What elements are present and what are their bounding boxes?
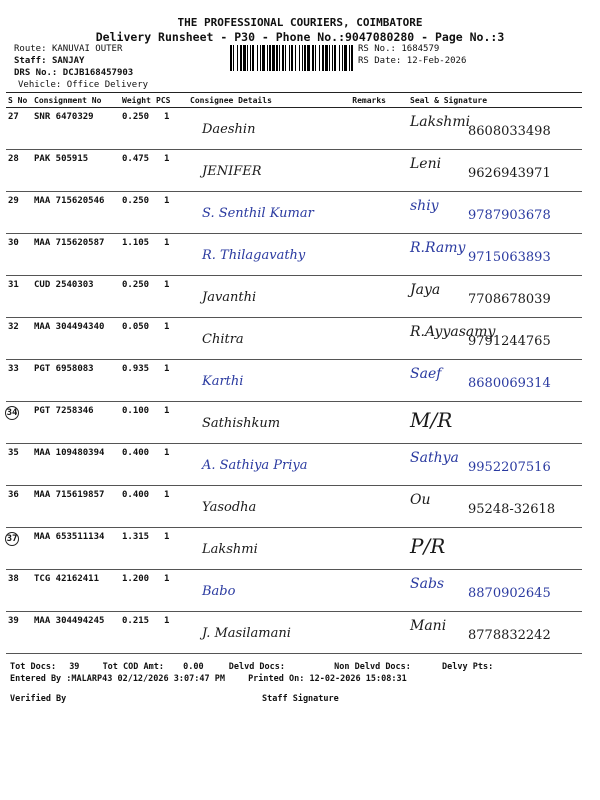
consignee-handwritten-name: Babo [202,584,236,599]
signature-mark: shiy [410,198,439,214]
cell-seal [388,108,582,150]
table-row [6,402,582,444]
cell-weight: 1.105 [120,234,154,276]
cell-seal [388,318,582,360]
cell-consignee [188,402,338,444]
consignee-handwritten-name: Sathishkum [202,416,281,431]
cell-pcs: 1 [154,486,188,528]
cell-consignee [188,360,338,402]
cell-sno: 33 [6,360,32,402]
cell-consignment: CUD 2540303 [32,276,120,318]
handwritten-phone: 8608033498 [468,124,551,139]
signature-mark: Sabs [410,576,445,592]
cell-sno: 31 [6,276,32,318]
col-consignment: Consignment No [32,93,120,108]
signature-mark: Mani [410,618,447,634]
consignee-handwritten-name: Yasodha [202,500,257,515]
table-row [6,360,582,402]
cell-seal [388,612,582,654]
tot-docs-value: 39 [69,662,80,672]
table-row [6,486,582,528]
cell-consignment: MAA 653511134 [32,528,120,570]
vehicle-label: Vehicle: [18,80,62,90]
cell-seal [388,486,582,528]
handwritten-phone: 8778832242 [468,628,551,643]
signature-mark: M/R [410,408,453,432]
cell-remarks [338,612,388,654]
cell-consignment: MAA 715620587 [32,234,120,276]
vehicle-value: Office Delivery [66,80,149,90]
signature-mark: Leni [410,156,442,172]
cell-consignee [188,570,338,612]
cell-consignee [188,486,338,528]
totals-line [10,662,493,672]
cell-sno: 36 [6,486,32,528]
cell-seal [388,150,582,192]
consignee-handwritten-name: Daeshin [202,122,256,137]
cell-weight: 0.400 [120,444,154,486]
consignee-handwritten-name: S. Senthil Kumar [202,206,314,221]
consignee-handwritten-name: J. Masilamani [202,626,291,641]
cell-remarks [338,150,388,192]
signature-mark: Saef [410,366,442,382]
handwritten-phone: 7708678039 [468,292,551,307]
cell-pcs: 1 [154,108,188,150]
cell-remarks [338,486,388,528]
cell-sno: 35 [6,444,32,486]
cell-weight: 0.250 [120,192,154,234]
cell-consignee [188,612,338,654]
cell-consignment: MAA 109480394 [32,444,120,486]
cell-consignment: PGT 6958083 [32,360,120,402]
staff-value: SANJAY [51,56,85,66]
cell-consignment: TCG 42162411 [32,570,120,612]
table-row [6,570,582,612]
cell-sno: 38 [6,570,32,612]
consignee-handwritten-name: Karthi [202,374,244,389]
delvy-pts-label: Delvy Pts: [442,662,494,672]
cell-sno: 39 [6,612,32,654]
route-value: KANUVAI OUTER [51,44,123,54]
handwritten-phone: 9787903678 [468,208,551,223]
col-remarks: Remarks [338,93,388,108]
cell-seal [388,234,582,276]
col-pcs: PCS [154,93,188,108]
rs-no-label: RS No.: [358,44,396,54]
cell-remarks [338,528,388,570]
cell-pcs: 1 [154,528,188,570]
cell-pcs: 1 [154,318,188,360]
cell-remarks [338,276,388,318]
consignee-handwritten-name: JENIFER [202,164,262,179]
cell-consignment: MAA 715619857 [32,486,120,528]
cell-weight: 1.315 [120,528,154,570]
signature-mark: Lakshmi [410,114,471,130]
cell-consignment: PAK 505915 [32,150,120,192]
consignee-handwritten-name: Chitra [202,332,244,347]
cell-seal [388,528,582,570]
cell-weight: 0.250 [120,276,154,318]
table-row [6,276,582,318]
cell-pcs: 1 [154,402,188,444]
cell-weight: 0.935 [120,360,154,402]
cell-seal [388,444,582,486]
signature-mark: Ou [410,492,431,508]
handwritten-phone: 9952207516 [468,460,551,475]
cell-pcs: 1 [154,444,188,486]
table-row [6,192,582,234]
cell-pcs: 1 [154,150,188,192]
cell-remarks [338,318,388,360]
cell-remarks [338,234,388,276]
col-weight: Weight [120,93,154,108]
signature-mark: Jaya [410,282,441,298]
cell-sno: 30 [6,234,32,276]
table-row [6,444,582,486]
cell-remarks [338,402,388,444]
drs-label: DRS No.: [14,68,58,78]
rs-no-line [358,44,439,54]
cell-seal [388,570,582,612]
runsheet-table [6,92,582,654]
cell-seal [388,402,582,444]
cell-consignment: SNR 6470329 [32,108,120,150]
signature-mark: R.Ramy [410,240,466,256]
cell-weight: 0.250 [120,108,154,150]
table-header-row [6,93,582,108]
cell-weight: 0.100 [120,402,154,444]
cell-consignment: MAA 304494340 [32,318,120,360]
cell-weight: 0.475 [120,150,154,192]
verified-by-label: Verified By [10,694,67,704]
staff-signature-label: Staff Signature [262,694,339,704]
cell-consignee [188,108,338,150]
cell-pcs: 1 [154,570,188,612]
col-consignee: Consignee Details [188,93,338,108]
drs-value: DCJB168457903 [62,68,134,78]
signature-mark: R.Ayyasamy [410,324,496,340]
col-sno: S No [6,93,32,108]
table-row [6,234,582,276]
cell-consignee [188,444,338,486]
cell-pcs: 1 [154,276,188,318]
cell-consignee [188,528,338,570]
cell-remarks [338,192,388,234]
handwritten-phone: 8870902645 [468,586,551,601]
signature-mark: Sathya [410,450,459,466]
cell-sno: 32 [6,318,32,360]
delvd-docs-label: Delvd Docs: [228,662,286,672]
staff-line [14,56,84,66]
cell-consignee [188,150,338,192]
printed-on: Printed On: 12-02-2026 15:08:31 [248,674,407,684]
tot-cod-label: Tot COD Amt: [102,662,164,672]
rs-no-value: 1684579 [401,44,440,54]
tot-cod-value: 0.00 [183,662,204,672]
cell-sno: 29 [6,192,32,234]
entered-line [10,674,407,684]
cell-remarks [338,444,388,486]
cell-sno [6,402,32,444]
barcode-image [230,45,354,71]
cell-consignment: MAA 304494245 [32,612,120,654]
handwritten-phone: 95248-32618 [468,502,556,517]
cell-consignee [188,276,338,318]
handwritten-phone: 9791244765 [468,334,551,349]
cell-weight: 0.400 [120,486,154,528]
cell-pcs: 1 [154,234,188,276]
drs-line [14,68,133,78]
route-line [14,44,122,54]
cell-pcs: 1 [154,360,188,402]
cell-consignee [188,318,338,360]
entered-by: Entered By :MALARP43 02/12/2026 3:07:47 PM [10,674,225,684]
cell-weight: 0.215 [120,612,154,654]
non-delvd-label: Non Delvd Docs: [334,662,411,672]
table-row [6,108,582,150]
cell-pcs: 1 [154,192,188,234]
cell-consignment: MAA 715620546 [32,192,120,234]
cell-pcs: 1 [154,612,188,654]
cell-remarks [338,108,388,150]
table-row [6,612,582,654]
rs-date-value: 12-Feb-2026 [406,56,467,66]
handwritten-phone: 9715063893 [468,250,551,265]
cell-weight: 1.200 [120,570,154,612]
consignee-handwritten-name: Lakshmi [202,542,258,557]
cell-sno [6,528,32,570]
cell-consignment: PGT 7258346 [32,402,120,444]
cell-remarks [338,570,388,612]
consignee-handwritten-name: R. Thilagavathy [202,248,306,263]
col-seal: Seal & Signature [388,93,582,108]
staff-label: Staff: [14,56,47,66]
tot-docs-label: Tot Docs: [10,662,57,672]
table-row [6,318,582,360]
cell-seal [388,192,582,234]
table-row [6,150,582,192]
cell-remarks [338,360,388,402]
cell-consignee [188,192,338,234]
route-label: Route: [14,44,47,54]
handwritten-phone: 9626943971 [468,166,551,181]
circled-sno: 34 [6,408,18,418]
cell-weight: 0.050 [120,318,154,360]
table-row [6,528,582,570]
runsheet-title: Delivery Runsheet - P30 - Phone No.:9047080280 - Page No.:3 [95,30,505,44]
rs-date-line [358,56,466,66]
company-name: THE PROFESSIONAL COURIERS, COIMBATORE [177,16,423,29]
consignee-handwritten-name: Javanthi [202,290,257,305]
circled-sno: 37 [6,534,18,544]
cell-sno: 28 [6,150,32,192]
cell-consignee [188,234,338,276]
cell-sno: 27 [6,108,32,150]
consignee-handwritten-name: A. Sathiya Priya [202,458,308,473]
rs-date-label: RS Date: [358,56,402,66]
signature-mark: P/R [410,534,446,558]
cell-seal [388,360,582,402]
cell-seal [388,276,582,318]
handwritten-phone: 8680069314 [468,376,551,391]
vehicle-line [18,80,148,90]
